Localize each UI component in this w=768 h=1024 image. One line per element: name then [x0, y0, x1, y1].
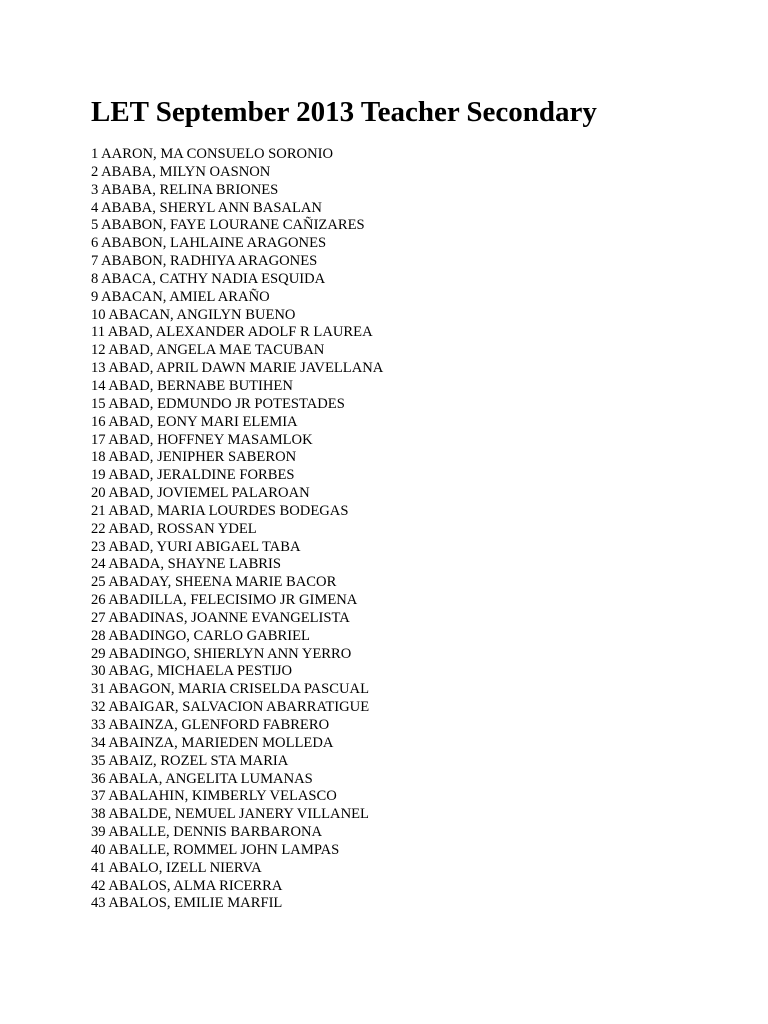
list-item: 28 ABADINGO, CARLO GABRIEL [91, 627, 310, 644]
document-title: LET September 2013 Teacher Secondary [91, 96, 597, 128]
list-item: 10 ABACAN, ANGILYN BUENO [91, 306, 296, 323]
list-item: 13 ABAD, APRIL DAWN MARIE JAVELLANA [91, 360, 384, 377]
list-item: 32 ABAIGAR, SALVACION ABARRATIGUE [91, 699, 370, 716]
list-item: 40 ABALLE, ROMMEL JOHN LAMPAS [91, 841, 340, 858]
list-item: 14 ABAD, BERNABE BUTIHEN [91, 377, 293, 394]
list-item: 6 ABABON, LAHLAINE ARAGONES [91, 235, 327, 252]
list-item: 30 ABAG, MICHAELA PESTIJO [91, 663, 293, 680]
list-item: 37 ABALAHIN, KIMBERLY VELASCO [91, 788, 337, 805]
list-item: 25 ABADAY, SHEENA MARIE BACOR [91, 574, 337, 591]
list-item: 4 ABABA, SHERYL ANN BASALAN [91, 199, 322, 216]
examinee-name-list [91, 146, 383, 913]
list-item: 1 AARON, MA CONSUELO SORONIO [91, 146, 334, 162]
list-item: 35 ABAIZ, ROZEL STA MARIA [91, 752, 289, 769]
list-item: 5 ABABON, FAYE LOURANE CAÑIZARES [91, 217, 365, 234]
list-item: 34 ABAINZA, MARIEDEN MOLLEDA [91, 734, 334, 751]
list-item: 41 ABALO, IZELL NIERVA [91, 859, 262, 876]
list-item: 39 ABALLE, DENNIS BARBARONA [91, 824, 323, 841]
list-item: 38 ABALDE, NEMUEL JANERY VILLANEL [91, 806, 369, 823]
list-item: 15 ABAD, EDMUNDO JR POTESTADES [91, 395, 345, 412]
list-item: 3 ABABA, RELINA BRIONES [91, 181, 279, 198]
list-item: 8 ABACA, CATHY NADIA ESQUIDA [91, 270, 326, 287]
list-item: 43 ABALOS, EMILIE MARFIL [91, 895, 283, 912]
list-item: 2 ABABA, MILYN OASNON [91, 163, 271, 180]
list-item: 24 ABADA, SHAYNE LABRIS [91, 556, 282, 573]
list-item: 12 ABAD, ANGELA MAE TACUBAN [91, 342, 325, 359]
list-item: 42 ABALOS, ALMA RICERRA [91, 877, 283, 894]
list-item: 22 ABAD, ROSSAN YDEL [91, 520, 257, 537]
list-item: 20 ABAD, JOVIEMEL PALAROAN [91, 485, 310, 502]
list-item: 33 ABAINZA, GLENFORD FABRERO [91, 717, 330, 733]
list-item: 11 ABAD, ALEXANDER ADOLF R LAUREA [91, 324, 373, 341]
list-item: 19 ABAD, JERALDINE FORBES [91, 467, 295, 484]
list-item: 29 ABADINGO, SHIERLYN ANN YERRO [91, 645, 352, 662]
list-item: 36 ABALA, ANGELITA LUMANAS [91, 770, 313, 787]
list-item: 7 ABABON, RADHIYA ARAGONES [91, 253, 318, 270]
list-item: 16 ABAD, EONY MARI ELEMIA [91, 413, 298, 430]
list-item: 18 ABAD, JENIPHER SABERON [91, 449, 297, 466]
list-item: 31 ABAGON, MARIA CRISELDA PASCUAL [91, 681, 370, 698]
list-item: 26 ABADILLA, FELECISIMO JR GIMENA [91, 592, 358, 609]
list-item: 27 ABADINAS, JOANNE EVANGELISTA [91, 609, 350, 626]
list-item: 17 ABAD, HOFFNEY MASAMLOK [91, 431, 313, 448]
list-item: 9 ABACAN, AMIEL ARAÑO [91, 288, 270, 305]
list-item: 21 ABAD, MARIA LOURDES BODEGAS [91, 502, 349, 519]
list-item: 23 ABAD, YURI ABIGAEL TABA [91, 538, 301, 555]
